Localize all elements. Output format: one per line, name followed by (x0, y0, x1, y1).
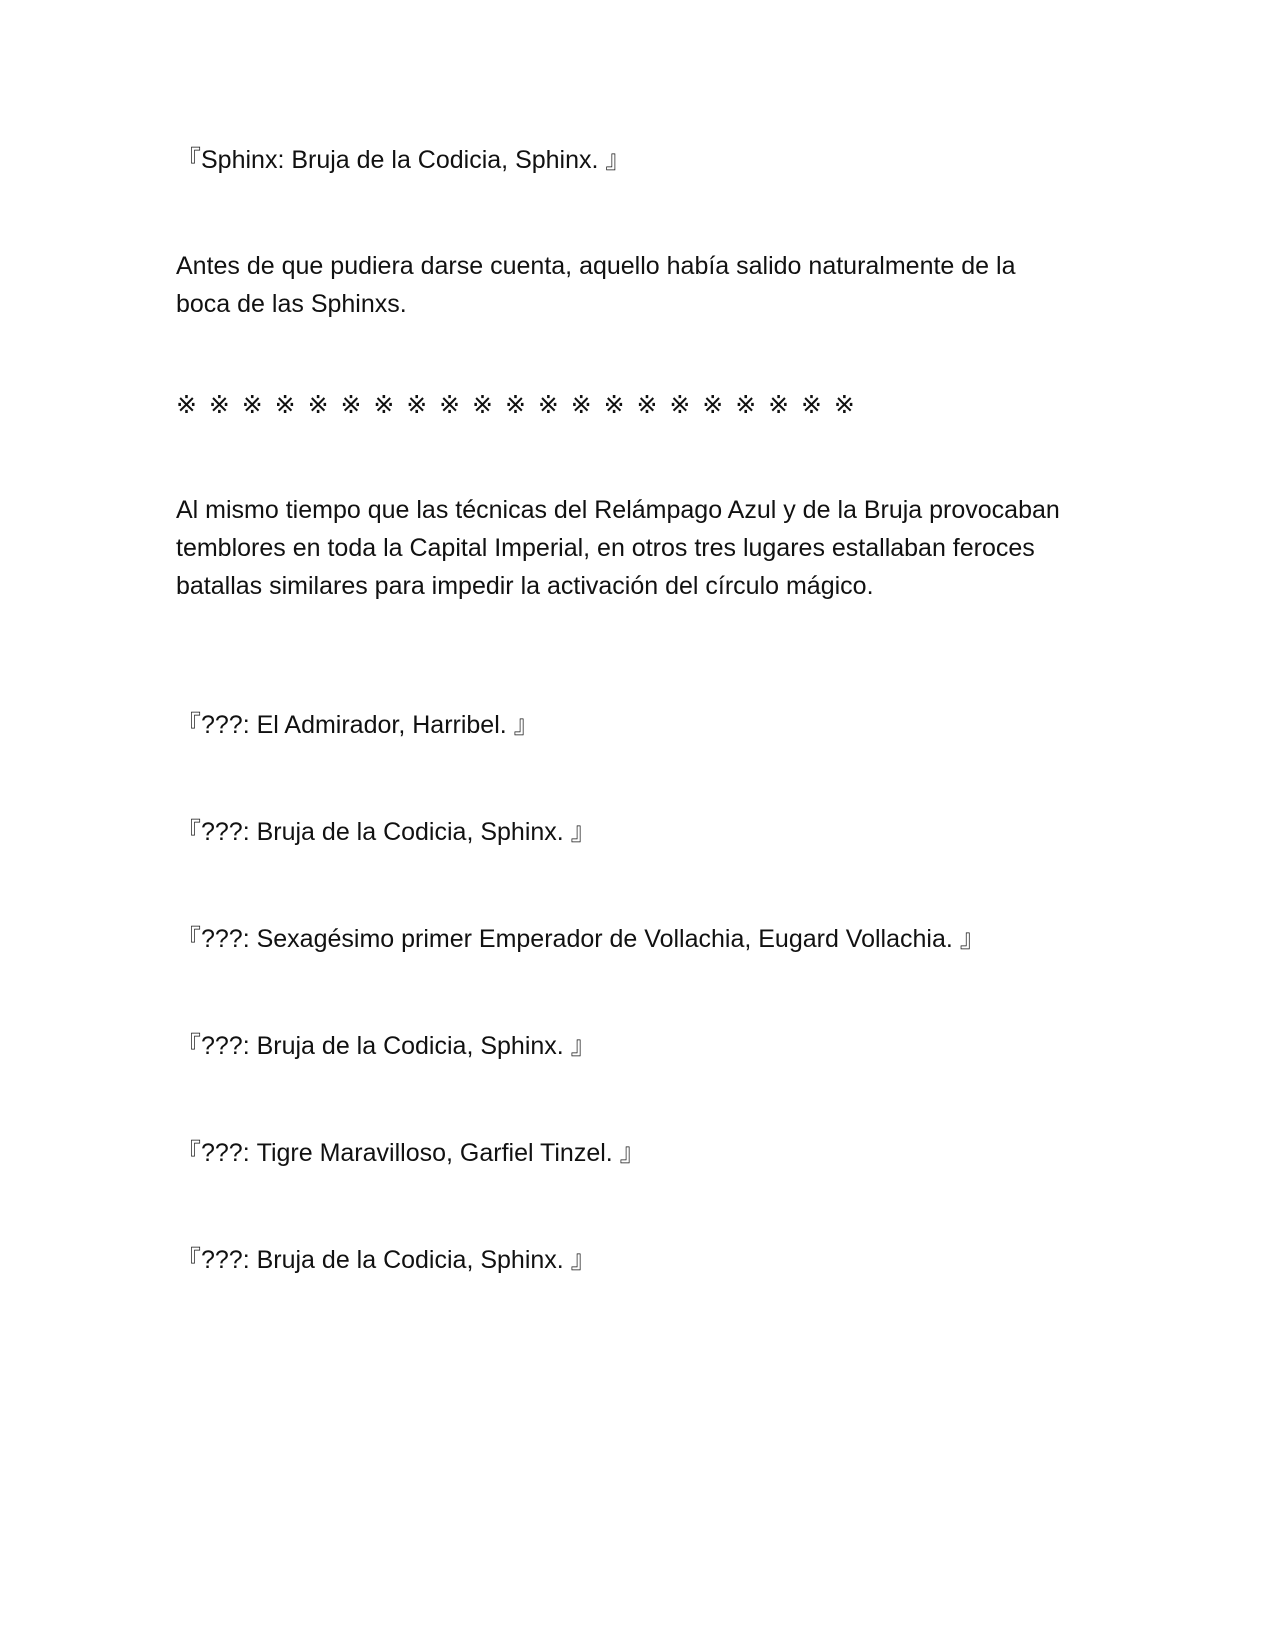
dialogue-line-eugard: 『???: Sexagésimo primer Emperador de Vollachia, Eugard Vollachia. 』 (176, 925, 985, 953)
dialogue-line-harribel: 『???: El Admirador, Harribel. 』 (176, 711, 539, 739)
dialogue-line-garfiel: 『???: Tigre Maravilloso, Garfiel Tinzel. 』 (176, 1139, 645, 1167)
scene-separator: ※ ※ ※ ※ ※ ※ ※ ※ ※ ※ ※ ※ ※ ※ ※ ※ ※ ※ ※ ※ ※ (176, 390, 855, 419)
paragraph-battles: Al mismo tiempo que las técnicas del Relámpago Azul y de la Bruja provocaban temblores en toda la Capital Imperial, en otros tres lugares estallaban feroces batallas similares para impedir la activación del círculo mágico. (176, 496, 1060, 600)
dialogue-line-sphinx: 『Sphinx: Bruja de la Codicia, Sphinx. 』 (176, 146, 631, 174)
paragraph-realization: Antes de que pudiera darse cuenta, aquello había salido naturalmente de la boca de las Sphinxs. (176, 252, 1016, 318)
dialogue-line-sphinx-3: 『???: Bruja de la Codicia, Sphinx. 』 (176, 1032, 596, 1060)
dialogue-line-sphinx-2: 『???: Bruja de la Codicia, Sphinx. 』 (176, 818, 596, 846)
dialogue-line-sphinx-4: 『???: Bruja de la Codicia, Sphinx. 』 (176, 1246, 596, 1274)
